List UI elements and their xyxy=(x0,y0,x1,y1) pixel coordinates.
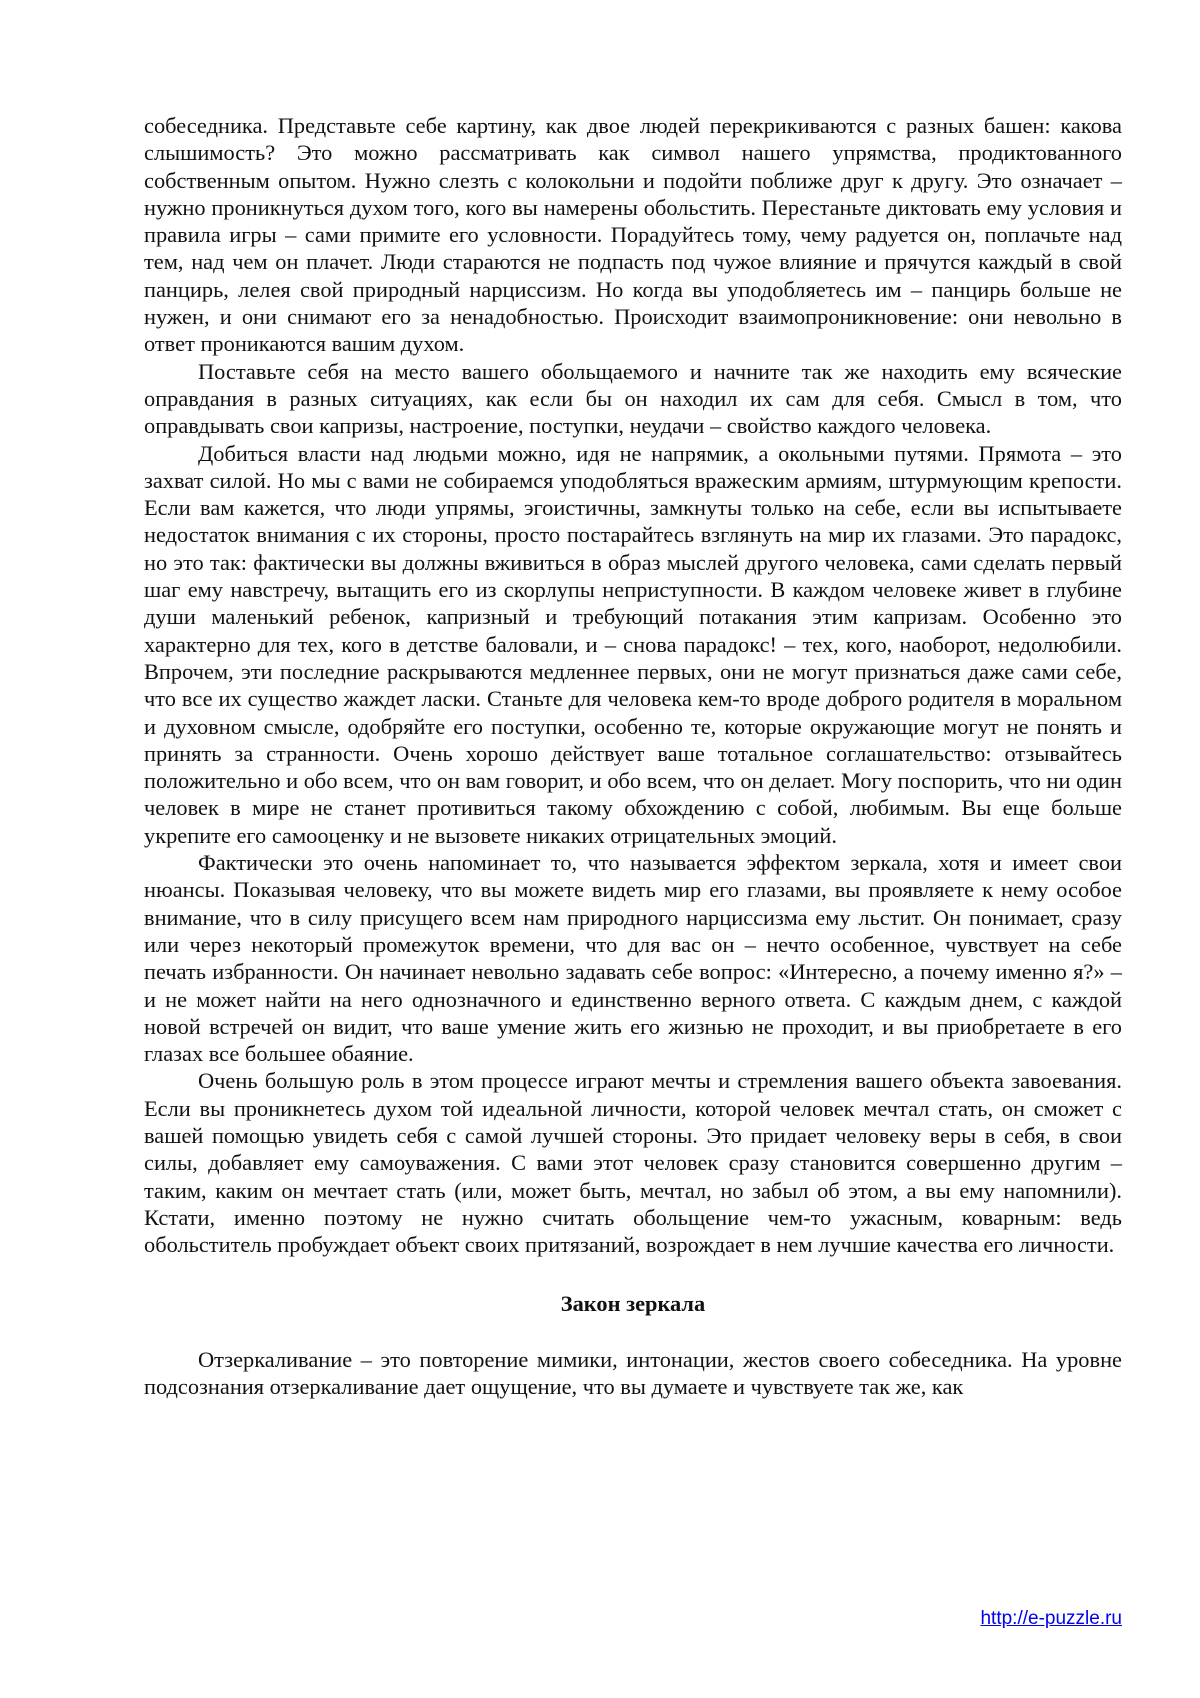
paragraph-3: Добиться власти над людьми можно, идя не напрямик, а окольными путями. Прямота – это захват силой. Но мы с вами не собираемся уподобляться вражеским армиям, штурмующим крепости. Если вам кажется, что люди упрямы, эгоистичны, замкнуты только на себе, если вы испытываете недостаток внимания с их стороны, просто постарайтесь взглянуть на мир их глазами. Это парадокс, но это так: фактически вы должны вживиться в образ мыслей другого человека, сами сделать первый шаг ему навстречу, вытащить его из скорлупы неприступности. В каждом человеке живет в глубине души маленький ребенок, капризный и требующий потакания этим капризам. Особенно это характерно для тех, кого в детстве баловали, и – снова парадокс! – тех, кого, наоборот, недолюбили. Впрочем, эти последние раскрываются медленнее первых, они не могут признаться даже сами себе, что все их существо жаждет ласки. Станьте для человека кем-то вроде доброго родителя в моральном и духовном смысле, одобряйте его поступки, особенно те, которые окружающие могут не понять и принять за странности. Очень хорошо действует ваше тотальное соглашательство: отзывайтесь положительно и обо всем, что он вам говорит, и обо всем, что он делает. Могу поспорить, что ни один человек в мире не станет противиться такому обхождению с собой, любимым. Вы еще больше укрепите его самооценку и не вызовете никаких отрицательных эмоций. xyxy=(144,440,1122,848)
document-page xyxy=(144,112,1122,1400)
paragraph-final: Отзеркаливание – это повторение мимики, интонации, жестов своего собеседника. На уровне подсознания отзеркаливание дает ощущение, что вы думаете и чувствуете так же, как xyxy=(144,1346,1122,1400)
paragraph-5: Очень большую роль в этом процессе играют мечты и стремления вашего объекта завоевания. Если вы проникнетесь духом той идеальной личности, которой человек мечтал стать, он сможет с вашей помощью увидеть себя с самой лучшей стороны. Это придает человеку веры в себя, в свои силы, добавляет ему самоуважения. С вами этот человек сразу становится совершенно другим – таким, каким он мечтает стать (или, может быть, мечтал, но забыл об этом, а вы ему напомнили). Кстати, именно поэтому не нужно считать обольщение чем-то ужасным, коварным: ведь обольститель пробуждает объект своих притязаний, возрождает в нем лучшие качества его личности. xyxy=(144,1068,1122,1258)
paragraph-4: Фактически это очень напоминает то, что называется эффектом зеркала, хотя и имеет свои нюансы. Показывая человеку, что вы можете видеть мир его глазами, вы проявляете к нему особое внимание, что в силу присущего всем нам природного нарциссизма ему льстит. Он понимает, сразу или через некоторый промежуток времени, что для вас он – нечто особенное, чувствует на себе печать избранности. Он начинает невольно задавать себе вопрос: «Интересно, а почему именно я?» – и не может найти на него однозначного и единственно верного ответа. С каждым днем, с каждой новой встречей он видит, что ваше умение жить его жизнью не проходит, и вы приобретаете в его глазах все большее обаяние. xyxy=(144,850,1122,1067)
footer-site-link[interactable]: http://e-puzzle.ru xyxy=(980,1608,1122,1629)
paragraph-1: собеседника. Представьте себе картину, как двое людей перекрикиваются с разных башен: какова слышимость? Это можно рассматривать как символ нашего упрямства, продиктованного собственным опытом. Нужно слезть с колокольни и подойти поближе друг к другу. Это означает – нужно проникнуться духом того, кого вы намерены обольстить. Перестаньте диктовать ему условия и правила игры – сами примите его условности. Порадуйтесь тому, чему радуется он, поплачьте над тем, над чем он плачет. Люди стараются не подпасть под чужое влияние и прячутся каждый в свой панцирь, лелея свой природный нарциссизм. Но когда вы уподобляетесь им – панцирь больше не нужен, и они снимают его за ненадобностью. Происходит взаимопроникновение: они невольно в ответ проникаются вашим духом. xyxy=(144,113,1122,357)
section-heading: Закон зеркала xyxy=(560,1291,706,1317)
paragraph-2: Поставьте себя на место вашего обольщаемого и начните так же находить ему всяческие оправдания в разных ситуациях, как если бы он находил их сам для себя. Смысл в том, что оправдывать свои капризы, настроение, поступки, неудачи – свойство каждого человека. xyxy=(144,358,1122,439)
